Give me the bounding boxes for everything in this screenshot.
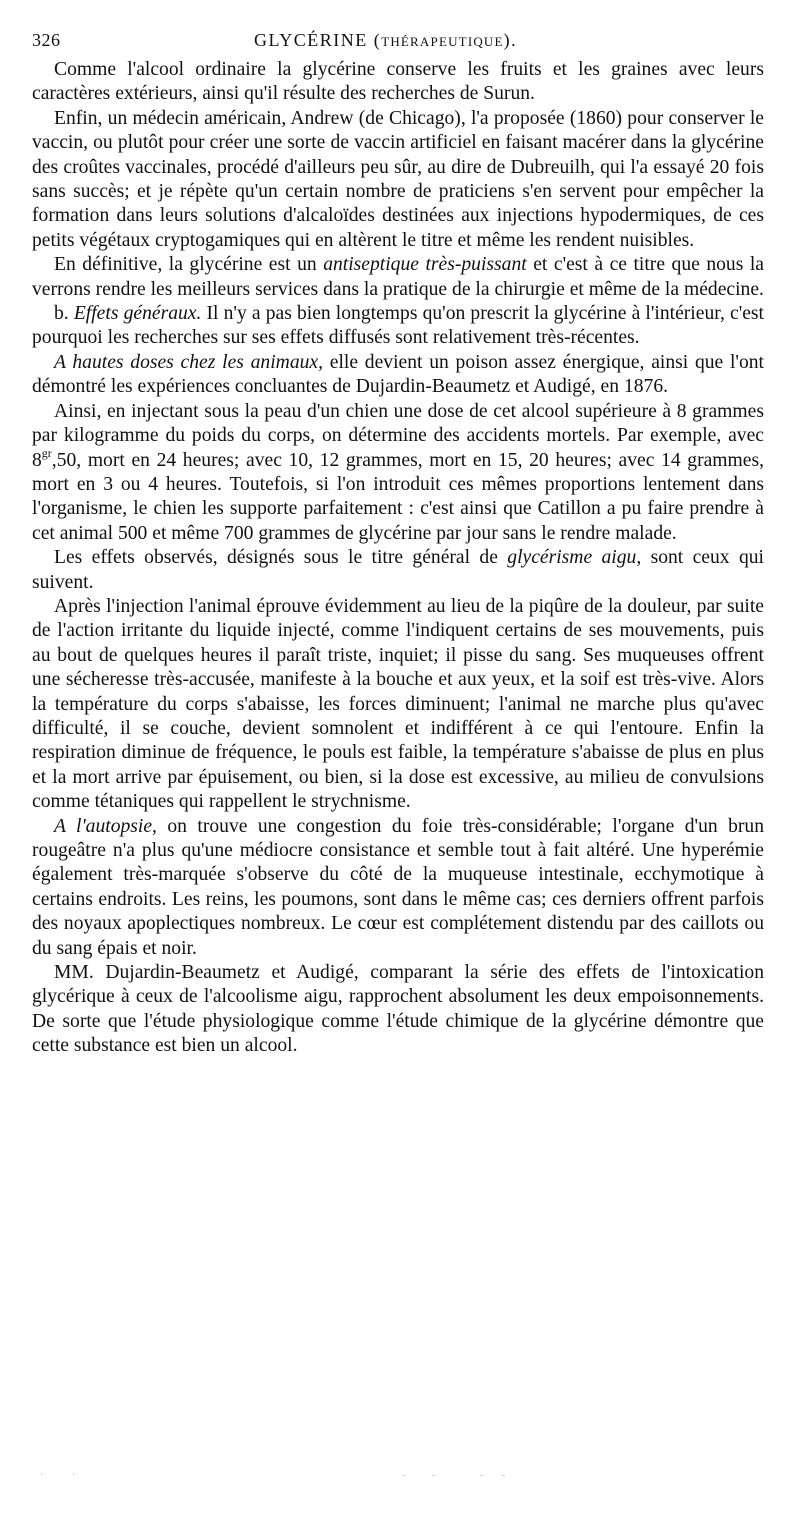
running-title-close: ). [503,30,518,50]
book-page [32,30,764,1059]
grams-superscript: gr [41,445,52,460]
paragraph-high-doses-rest: elle devient un poison assez énergique, ainsi que l'ont démontré les expériences concluantes de Dujardin-Beaumetz et Audigé, en 1876. [32,351,764,398]
paragraph-antiseptic-rest: et c'est à ce titre que nous la verrons rendre les meilleurs services dans la pratique de la chirurgie et même de la médecine. [32,254,764,300]
paragraph-antiseptic-lead: En définitive, la glycérine est un [54,254,324,276]
print-mark-dash: - [480,1470,484,1481]
autopsy-emphasis: A l'autopsie, [54,815,157,837]
print-mark-dot: · [40,1470,44,1481]
print-mark-dash: - [432,1470,436,1481]
section-heading-general-effects: Effets généraux. [73,303,202,325]
print-mark-dash: - [402,1470,406,1481]
running-title-sub: THÉRAPEUTIQUE [381,34,504,49]
high-doses-emphasis: A hautes doses chez les animaux, [54,351,324,373]
running-title-open: ( [367,30,382,50]
paragraph-general-effects-rest: Il n'y a pas bien longtemps qu'on prescrit la glycérine à l'intérieur, c'est pourquoi les recherches sur ses effets diffusés sont relativement très-récentes. [32,303,765,349]
running-title-main: GLYCÉRINE [254,30,368,50]
paragraph-injection-doses-lead: Ainsi, en injectant sous la peau d'un chien une dose de cet alcool supérieure à 8 grammes par kilogramme du poids du corps, on détermine des accidents mortels. Par exemple, avec 8 [32,400,764,471]
paragraph-injection-doses-rest: ,50, mort en 24 heures; avec 10, 12 grammes, mort en 15, 20 heures; avec 14 grammes, mort en 3 ou 4 heures. Toutefois, si l'on introduit ces mêmes proportions lentement dans l'organisme, le chien les supporte parfaitement : c'est ainsi que Catillon a pu faire prendre à cet animal 500 et même 700 grammes de glycérine par jour sans le rendre malade. [32,449,764,544]
antiseptic-emphasis: antiseptique très-puissant [323,254,527,276]
paragraph-fruits-preservation: Comme l'alcool ordinaire la glycérine conserve les fruits et les graines avec leurs caractères extérieurs, ainsi qu'il résulte des recherches de Surun. [32,59,764,105]
paragraph-observed-effects-rest: sont ceux qui suivent. [32,547,764,593]
paragraph-injection-doses [32,400,764,546]
paragraph-autopsy [32,815,764,961]
paragraph-observed-effects-lead: Les effets observés, désignés sous le titre général de [54,547,508,569]
print-mark-dash: - [502,1470,506,1481]
section-label-b: b. [54,303,74,325]
running-title [254,30,517,51]
running-header [32,30,764,58]
paragraph-vaccine-conservation: Enfin, un médecin américain, Andrew (de Chicago), l'a proposée (1860) pour conserver le vaccin, ou plutôt pour créer une sorte de vaccin artificiel en faisant macérer dans la glycérine des croûtes vaccinales, procédé d'ailleurs peu sûr, au dire de Dubreuilh, qui l'a essayé 20 fois sans succès; et je répète qu'un certain nombre de praticiens s'en servent pour empêcher la formation dans leurs solutions d'alcaloïdes destinées aux injections hypodermiques, de ces petits végétaux cryptogamiques qui en altèrent le titre et même les rendent nuisibles. [32,107,764,251]
paragraph-autopsy-rest: on trouve une congestion du foie très-considérable; l'organe d'un brun rougeâtre n'a plus qu'une médiocre consistance et semble tout à fait altéré. Une hyperémie également très-marquée s'observe du côté de la muqueuse intestinale, ecchymotique à certains endroits. Les reins, les poumons, sont dans le même cas; ces derniers offrent parfois des noyaux apoplectiques nombreux. Le cœur est complétement distendu par des caillots ou du sang épais et noir. [32,815,764,959]
paragraph-observed-effects [32,546,764,595]
paragraph-general-effects [32,302,764,351]
paragraph-antiseptic [32,253,764,302]
page-number: 326 [32,30,61,50]
paragraph-high-doses [32,351,764,400]
paragraph-symptoms: Après l'injection l'animal éprouve évidemment au lieu de la piqûre de la douleur, par suite de l'action irritante du liquide injecté, comme l'indiquent certains de ses mouvements, puis au bout de quelques heures il paraît triste, inquiet; il pisse du sang. Ses muqueuses offrent une sécheresse très-accusée, manifeste à la bouche et aux yeux, et la soif est très-vive. Alors la température du corps s'abaisse, les forces diminuent; l'animal ne marche plus qu'avec difficulté, il se couche, devient somnolent et indifférent à ce qui l'entoure. Enfin la respiration diminue de fréquence, le pouls est faible, la température s'abaisse de plus en plus et la mort arrive par épuisement, ou bien, si la dose est excessive, au milieu de convulsions comme tétaniques qui rappellent le strychnisme. [32,595,764,813]
print-marks [32,1470,764,1481]
paragraph-conclusion: MM. Dujardin-Beaumetz et Audigé, comparant la série des effets de l'intoxication glycérique à ceux de l'alcoolisme aigu, rapprochent absolument les deux empoisonnements. De sorte que l'étude physiologique comme l'étude chimique de la glycérine démontre que cette substance est bien un alcool. [32,962,764,1057]
glycerism-emphasis: glycérisme aigu, [507,547,642,569]
print-mark-dot: · [72,1470,76,1481]
body-text [32,58,764,1059]
